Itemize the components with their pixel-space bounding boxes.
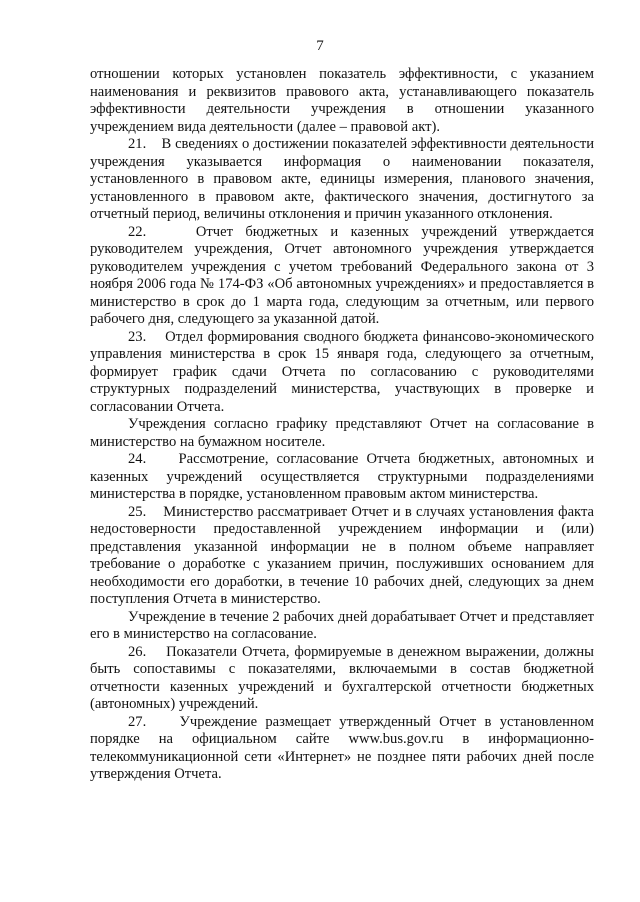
paragraph-text: Отдел формирования сводного бюджета финансово-экономического управления министерства в срок 15 января года, следующего за отчетным, формирует график сдачи Отчета по согласованию с руководителями структурных подразделений министерства, участвующих в проверке и согласовании Отчета. [90,328,595,415]
paragraph-text: Показатели Отчета, формируемые в денежном выражении, должны быть сопоставимы с показателями, включаемыми в состав бюджетной отчетности казенных учреждений и бухгалтерской отчетности бюджетных (автономных) учреждений. [90,643,594,712]
paragraph-number: 22. [128,223,147,240]
paragraph-number: 27. [128,713,147,730]
paragraph-21 [90,136,594,224]
paragraph-25 [90,504,594,609]
paragraph-24 [90,451,594,504]
paragraph-25-revision [90,609,594,644]
paragraph-number: 24. [128,451,147,467]
paragraph-number: 23. [128,328,147,345]
paragraph-number: 25. [128,503,147,520]
paragraph-27 [90,714,594,784]
paragraph-text: отношении которых установлен показатель эффективности, с указанием наименования и реквизитов правового акта, устанавливающего показатель эффективности деятельности учреждения в отношении указанного учреждением вида деятельности (далее – правовой акт). [90,66,594,135]
document-body [90,66,594,784]
paragraph-text: Отчет бюджетных и казенных учреждений утверждается руководителем учреждения, Отчет автономного учреждения утверждается руководителем учреждения с учетом требований Федерального закона от 3 ноября 2006 года № 174-ФЗ «Об автономных учреждениях» и предоставляется в министерство в срок до 1 марта года, следующим за отчетным, или первого рабочего дня, следующего за указанной датой. [90,223,595,327]
paragraph-23 [90,329,594,417]
paragraph-22 [90,224,594,329]
paragraph-26 [90,644,594,714]
paragraph-number: 21. [128,136,147,152]
paragraph-text: В сведениях о достижении показателей эффективности деятельности учреждения указывается информация о наименовании показателя, установленного в правовом акте, единицы измерения, планового значения, установленного в правовом акте, фактического значения, достигнутого за отчетный период, величины отклонения и причин указанного отклонения. [90,136,595,222]
page-number: 7 [316,38,324,54]
paragraph-text: Рассмотрение, согласование Отчета бюджетных, автономных и казенных учреждений осуществляется структурными подразделениями министерства в порядке, установленном правовым актом министерства. [90,451,595,502]
paragraph-23-schedule [90,416,594,451]
paragraph-text: Учреждение в течение 2 рабочих дней дорабатывает Отчет и представляет его в министерство на согласование. [90,608,594,642]
paragraph-text: Учреждение размещает утвержденный Отчет в установленном порядке на официальном сайте www.bus.gov.ru в информационно-телекоммуникационной сети «Интернет» не позднее пяти рабочих дней после утверждения Отчета. [90,713,594,782]
paragraph-text: Учреждения согласно графику представляют Отчет на согласование в министерство на бумажном носителе. [90,416,594,450]
paragraph-number: 26. [128,643,147,660]
paragraph-continuation [90,66,594,136]
paragraph-text: Министерство рассматривает Отчет и в случаях установления факта недостоверности предоставленной учреждением информации и (или) представления указанной информации не в полном объеме направляет требование о доработке с указанием причин, послуживших основанием для необходимости его доработки, в течение 10 рабочих дней, следующих за днем поступления Отчета в министерство. [90,503,594,607]
